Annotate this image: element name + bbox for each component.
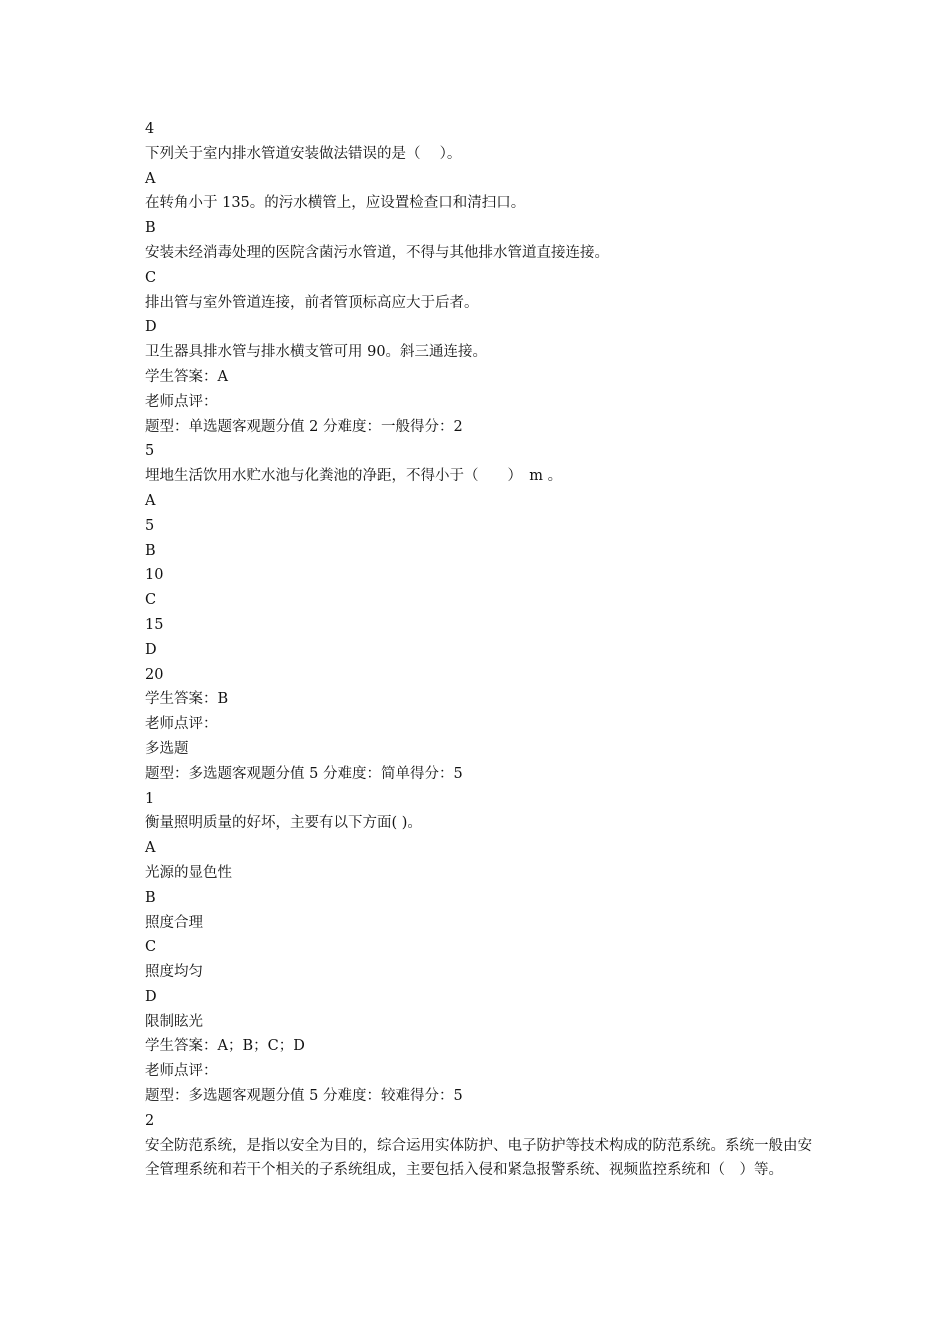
option-label-a: A (145, 840, 156, 857)
option-label-b: B (145, 542, 156, 559)
question-number: 1 (145, 790, 155, 807)
option-text-a: 光源的显色性 (145, 864, 232, 881)
question-number: 2 (145, 1112, 155, 1129)
question-text: 安全防范系统，是指以安全为目的，综合运用实体防护、电子防护等技术构成的防范系统。系统一般由安全管理系统和若干个相关的子系统组成，主要包括入侵和紧急报警系统、视频监控系统和（ ）等。 (145, 1137, 812, 1179)
section-heading: 多选题 (145, 740, 189, 757)
option-label-a: A (145, 170, 156, 187)
question-meta: 题型：多选题客观题分值 5 分难度：较难得分：5 (145, 1088, 463, 1105)
student-answer: 学生答案：A (145, 368, 228, 385)
option-label-c: C (145, 592, 157, 609)
option-text-c: 排出管与室外管道连接，前者管顶标高应大于后者。 (145, 294, 479, 311)
student-answer: 学生答案：B (145, 691, 229, 708)
option-text-a: 5 (145, 517, 155, 534)
option-text-d: 20 (145, 666, 164, 683)
option-label-d: D (145, 641, 157, 658)
option-label-c: C (145, 939, 157, 956)
question-meta: 题型：多选题客观题分值 5 分难度：简单得分：5 (145, 765, 463, 782)
student-answer: 学生答案：A；B；C；D (145, 1038, 305, 1055)
option-text-d: 卫生器具排水管与排水横支管可用 90。斜三通连接。 (145, 344, 488, 361)
option-text-b: 10 (145, 567, 164, 584)
option-label-b: B (145, 889, 156, 906)
teacher-comment: 老师点评： (145, 716, 218, 733)
option-text-c: 照度均匀 (145, 964, 203, 981)
option-label-b: B (145, 220, 156, 237)
question-meta: 题型：单选题客观题分值 2 分难度：一般得分：2 (145, 418, 463, 435)
option-text-b: 照度合理 (145, 914, 203, 931)
option-label-c: C (145, 269, 157, 286)
option-label-a: A (145, 492, 156, 509)
question-text: 衡量照明质量的好坏，主要有以下方面( )。 (145, 815, 422, 832)
option-text-c: 15 (145, 616, 164, 633)
option-label-d: D (145, 988, 157, 1005)
question-text: 埋地生活饮用水贮水池与化粪池的净距，不得小于（ ） m 。 (145, 468, 563, 485)
question-text: 下列关于室内排水管道安装做法错误的是（ ）。 (145, 145, 462, 162)
option-text-d: 限制眩光 (145, 1013, 203, 1030)
question-number: 4 (145, 121, 155, 137)
teacher-comment: 老师点评： (145, 1063, 218, 1080)
option-label-d: D (145, 319, 157, 336)
document-page (145, 117, 825, 1183)
option-text-b: 安装未经消毒处理的医院含菌污水管道，不得与其他排水管道直接连接。 (145, 244, 609, 261)
teacher-comment: 老师点评： (145, 393, 218, 410)
question-number: 5 (145, 443, 155, 460)
option-text-a: 在转角小于 135。的污水横管上，应设置检查口和清扫口。 (145, 195, 526, 212)
